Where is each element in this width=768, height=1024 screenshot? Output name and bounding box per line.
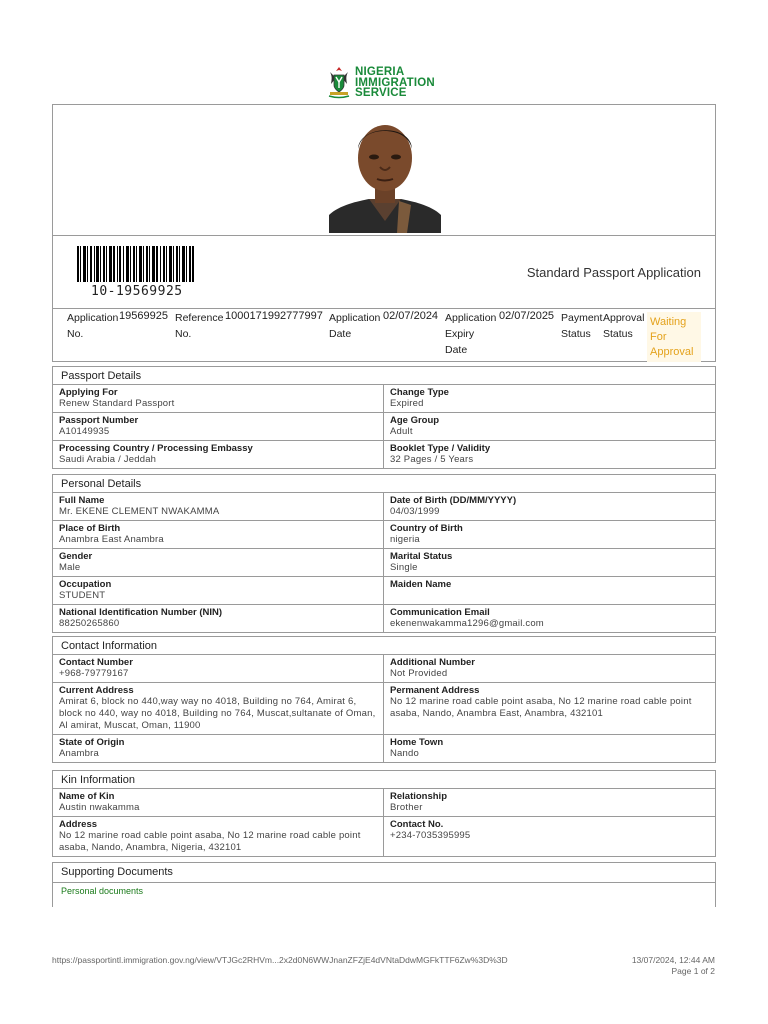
ref-no-label [175, 310, 223, 342]
field-cell [383, 385, 713, 412]
label-line: Approval [603, 312, 645, 324]
table-row [53, 549, 715, 577]
field-cell [53, 683, 383, 734]
table-row [53, 493, 715, 521]
app-no-label [67, 310, 118, 342]
field-label: Maiden Name [390, 579, 452, 590]
label-line: Date [445, 344, 468, 356]
personal-documents-link[interactable]: Personal documents [61, 886, 144, 896]
org-line: NIGERIA [355, 66, 405, 79]
section-title: Personal Details [53, 475, 715, 493]
table-row [53, 605, 715, 632]
application-title: Standard Passport Application [526, 265, 701, 280]
field-value: Renew Standard Passport [59, 398, 175, 409]
section-title: Contact Information [53, 637, 715, 655]
field-value: ekenenwakamma1296@gmail.com [390, 618, 544, 629]
field-label: Contact Number [59, 657, 133, 668]
label-line: Application [329, 312, 381, 324]
field-label: Name of Kin [59, 791, 115, 802]
field-cell [53, 521, 383, 548]
field-label: Marital Status [390, 551, 453, 562]
section-title: Kin Information [53, 771, 715, 789]
field-label: Place of Birth [59, 523, 121, 534]
table-row [53, 577, 715, 605]
field-label: Country of Birth [390, 523, 463, 534]
table-row [53, 789, 715, 817]
payment-status-label [561, 310, 602, 342]
label-line: Date [329, 328, 352, 340]
table-row [53, 521, 715, 549]
label-line: Reference [175, 312, 224, 324]
field-value: STUDENT [59, 590, 106, 601]
field-value: Amirat 6, block no 440,way way no 4018, Building no 764, Amirat 6, block no 440, way no 4018, Building no 764, Muscat,sultanate of Oman, Al amirat, Muscat, Oman, 11900 [59, 696, 376, 731]
barcode-number: 10-19569925 [91, 284, 183, 299]
nis-logo [328, 66, 435, 100]
app-date-value: 02/07/2024 [383, 310, 439, 322]
field-cell [53, 735, 383, 762]
field-cell [383, 605, 713, 632]
field-cell [383, 735, 713, 762]
page-url: https://passportintl.immigration.gov.ng/view/VTJGc2RHVm...2x2d0N6WWJnanZFZjE4dVNtaDdwMGFkTTF6Zw%3D%3D [52, 955, 508, 965]
table-row [53, 817, 715, 856]
barcode [75, 246, 195, 282]
field-cell [53, 605, 383, 632]
field-cell [53, 655, 383, 682]
field-cell [383, 493, 713, 520]
label-line: Payment [561, 312, 603, 324]
field-cell [53, 493, 383, 520]
field-label: National Identification Number (NIN) [59, 607, 223, 618]
field-label: Current Address [59, 685, 134, 696]
field-label: Booklet Type / Validity [390, 443, 491, 454]
label-line: Expiry [445, 328, 475, 340]
table-row [53, 441, 715, 468]
label-line: Status [603, 328, 633, 340]
field-label: Passport Number [59, 415, 139, 426]
field-label: Home Town [390, 737, 444, 748]
field-value: +234-7035395995 [390, 830, 471, 841]
status-line: Approval [650, 346, 694, 358]
field-label: Full Name [59, 495, 105, 506]
field-cell [53, 817, 383, 856]
field-cell [53, 441, 383, 468]
field-cell [383, 655, 713, 682]
table-row [53, 655, 715, 683]
field-cell [383, 789, 713, 816]
field-value [390, 590, 707, 602]
field-label: Address [59, 819, 98, 830]
passport-details-section [52, 366, 716, 469]
divider [53, 235, 715, 236]
field-value: No 12 marine road cable point asaba, No 12 marine road cable point asaba, Nando, Anambra East, Anambra, 432101 [390, 696, 692, 719]
field-cell [53, 413, 383, 440]
field-value: Expired [390, 398, 424, 409]
print-info [632, 955, 715, 977]
field-label: Change Type [390, 387, 449, 398]
approval-status-badge [647, 312, 701, 362]
field-label: Additional Number [390, 657, 475, 668]
field-value: No 12 marine road cable point asaba, No 12 marine road cable point asaba, Nando, Anambra, Nigeria, 432101 [59, 830, 361, 853]
field-cell [383, 521, 713, 548]
table-row [53, 735, 715, 762]
page-number: Page 1 of 2 [671, 966, 715, 976]
field-label: Contact No. [390, 819, 444, 830]
field-cell [53, 385, 383, 412]
section-title: Supporting Documents [53, 863, 715, 883]
field-label: Date of Birth (DD/MM/YYYY) [390, 495, 517, 506]
org-line: IMMIGRATION [355, 76, 435, 89]
field-value: A10149935 [59, 426, 110, 437]
label-line: Application [67, 312, 119, 324]
field-value: Brother [390, 802, 423, 813]
status-line: Waiting [650, 316, 687, 328]
field-value: Male [59, 562, 81, 573]
table-row [53, 683, 715, 735]
field-value: Austin nwakamma [59, 802, 140, 813]
field-label: Occupation [59, 579, 112, 590]
field-cell [383, 549, 713, 576]
expiry-label [445, 310, 496, 358]
contact-info-section [52, 636, 716, 763]
field-label: Communication Email [390, 607, 490, 618]
field-value: Anambra East Anambra [59, 534, 164, 545]
field-cell [53, 549, 383, 576]
field-value: nigeria [390, 534, 420, 545]
field-cell [383, 817, 713, 856]
label-line: Application [445, 312, 497, 324]
field-label: Permanent Address [390, 685, 480, 696]
application-header-box [52, 104, 716, 362]
field-value: Not Provided [390, 668, 448, 679]
print-datetime: 13/07/2024, 12:44 AM [631, 955, 715, 965]
section-title: Passport Details [53, 367, 715, 385]
field-value: Anambra [59, 748, 99, 759]
coat-of-arms-icon [328, 66, 350, 100]
kin-info-section [52, 770, 716, 857]
field-value: Adult [390, 426, 413, 437]
expiry-value: 02/07/2025 [499, 310, 555, 322]
field-cell [383, 577, 713, 604]
field-cell [53, 789, 383, 816]
app-date-label [329, 310, 380, 342]
field-value: Saudi Arabia / Jeddah [59, 454, 157, 465]
divider [53, 308, 715, 309]
field-cell [383, 441, 713, 468]
table-row [53, 385, 715, 413]
label-line: No. [175, 328, 192, 340]
field-label: Relationship [390, 791, 448, 802]
field-value: 88250265860 [59, 618, 120, 629]
field-label: State of Origin [59, 737, 125, 748]
label-line: Status [561, 328, 591, 340]
field-value: Single [390, 562, 418, 573]
ref-no-value: 1000171992777997 [225, 310, 323, 322]
field-value: Nando [390, 748, 419, 759]
field-cell [383, 683, 713, 734]
field-value: 04/03/1999 [390, 506, 440, 517]
label-line: No. [67, 328, 84, 340]
field-value: 32 Pages / 5 Years [390, 454, 474, 465]
approval-status-label [603, 310, 644, 342]
field-label: Processing Country / Processing Embassy [59, 443, 253, 454]
field-cell [383, 413, 713, 440]
table-row [53, 413, 715, 441]
field-value: Mr. EKENE CLEMENT NWAKAMMA [59, 506, 220, 517]
supporting-docs-section [52, 862, 716, 907]
personal-details-section [52, 474, 716, 633]
app-no-value: 19569925 [119, 310, 168, 322]
org-line: SERVICE [355, 87, 407, 100]
applicant-photo [329, 113, 441, 233]
status-line: For [650, 331, 667, 343]
field-label: Age Group [390, 415, 440, 426]
org-name [355, 67, 435, 99]
field-value: +968-79779167 [59, 668, 129, 679]
field-cell [53, 577, 383, 604]
field-label: Gender [59, 551, 93, 562]
field-label: Applying For [59, 387, 118, 398]
